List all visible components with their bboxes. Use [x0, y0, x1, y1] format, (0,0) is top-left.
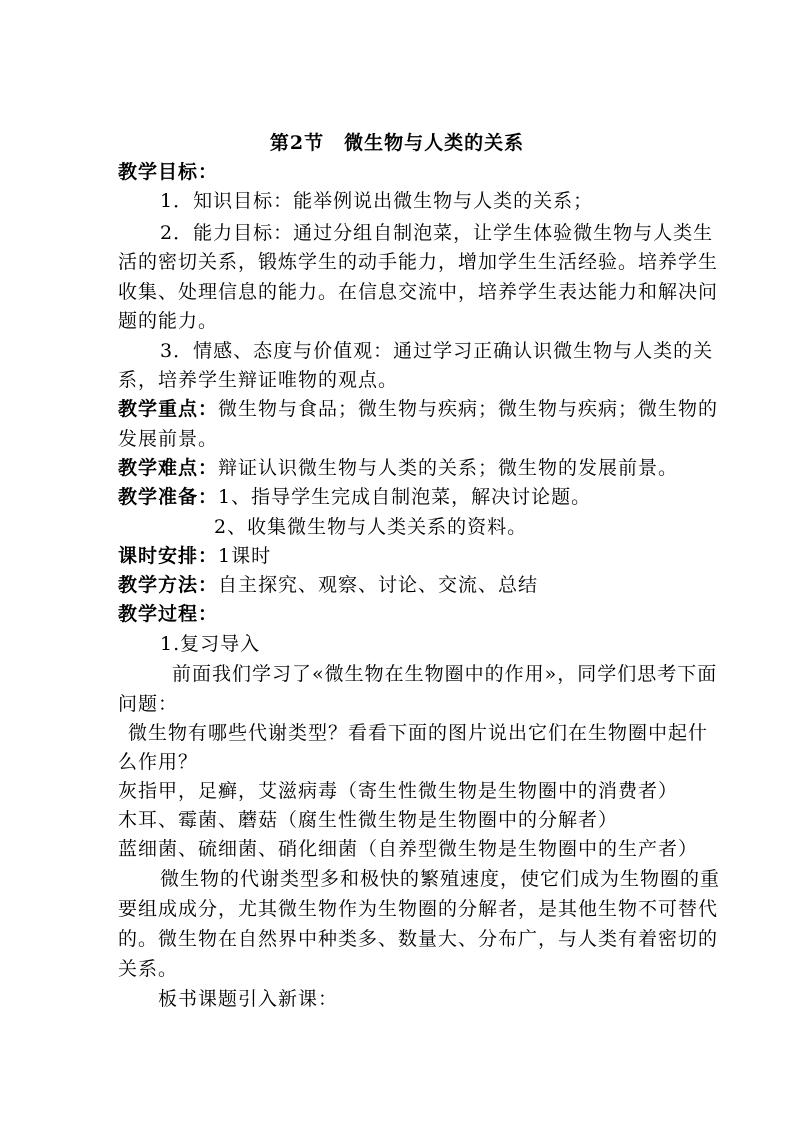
paragraph-line3: 的。微生物在自然界中种类多、数量大、分布广，与人类有着密切的: [118, 928, 719, 950]
process-heading: 教学过程：: [118, 603, 219, 625]
paragraph-line4: 关系。: [118, 958, 179, 980]
goal-emotion-line1: 3．情感、态度与价值观：通过学习正确认识微生物与人类的关: [160, 340, 714, 362]
question-line1: 微生物有哪些代谢类型？看看下面的图片说出它们在生物圈中起什: [128, 722, 709, 744]
key-points-label: 教学重点：: [118, 398, 219, 420]
method-line: [118, 571, 538, 599]
preparation-item-2: 2、收集微生物与人类关系的资料。: [214, 516, 528, 538]
key-points-text: 微生物与食品；微生物与疾病；微生物与疾病；微生物的: [218, 398, 719, 420]
board-title-line: 板书课题引入新课：: [158, 988, 339, 1010]
goals-heading: 教学目标：: [118, 161, 219, 183]
difficulty-text: 辩证认识微生物与人类的关系；微生物的发展前景。: [218, 457, 679, 479]
goal-ability-line4: 题的能力。: [118, 310, 219, 332]
method-text: 自主探究、观察、讨论、交流、总结: [218, 574, 539, 596]
goal-knowledge: 1．知识目标：能举例说出微生物与人类的关系；: [160, 190, 594, 212]
key-points-line1: [118, 395, 718, 423]
preparation-label: 教学准备：: [118, 486, 219, 508]
intro-line2: 问题：: [118, 693, 179, 715]
example-parasitic: 灰指甲，足癣，艾滋病毒（寄生性微生物是生物圈中的消费者）: [118, 780, 679, 802]
schedule-label: 课时安排：: [118, 545, 219, 567]
method-label: 教学方法：: [118, 574, 219, 596]
page-title: 第2节 微生物与人类的关系: [269, 132, 525, 154]
key-points-line2: 发展前景。: [118, 428, 219, 450]
question-line2: 么作用？: [118, 751, 199, 773]
difficulty-label: 教学难点：: [118, 457, 219, 479]
preparation-line1: [118, 483, 591, 511]
goal-ability-line3: 收集、处理信息的能力。在信息交流中，培养学生表达能力和解决问: [118, 281, 719, 303]
paragraph-line1: 微生物的代谢类型多和极快的繁殖速度，使它们成为生物圈的重: [160, 868, 721, 890]
difficulty-line: [118, 454, 678, 482]
step-review-intro: 1.复习导入: [160, 633, 261, 655]
goal-ability-line1: 2．能力目标：通过分组自制泡菜，让学生体验微生物与人类生: [160, 222, 714, 244]
paragraph-line2: 要组成成分，尤其微生物作为生物圈的分解者，是其他生物不可替代: [118, 898, 719, 920]
intro-line1: 前面我们学习了«微生物在生物圈中的作用»，同学们思考下面: [172, 663, 718, 685]
example-saprophytic: 木耳、霉菌、蘑菇（腐生性微生物是生物圈中的分解者）: [118, 809, 619, 831]
preparation-item-1: 1、指导学生完成自制泡菜，解决讨论题。: [218, 486, 592, 508]
goal-ability-line2: 活的密切关系，锻炼学生的动手能力，增加学生生活经验。培养学生: [118, 251, 719, 273]
schedule-text: 1课时: [218, 545, 272, 567]
goal-emotion-line2: 系，培养学生辩证唯物的观点。: [118, 369, 399, 391]
example-autotrophic: 蓝细菌、硫细菌、硝化细菌（自养型微生物是生物圈中的生产者）: [118, 838, 699, 860]
schedule-line: [118, 542, 271, 570]
